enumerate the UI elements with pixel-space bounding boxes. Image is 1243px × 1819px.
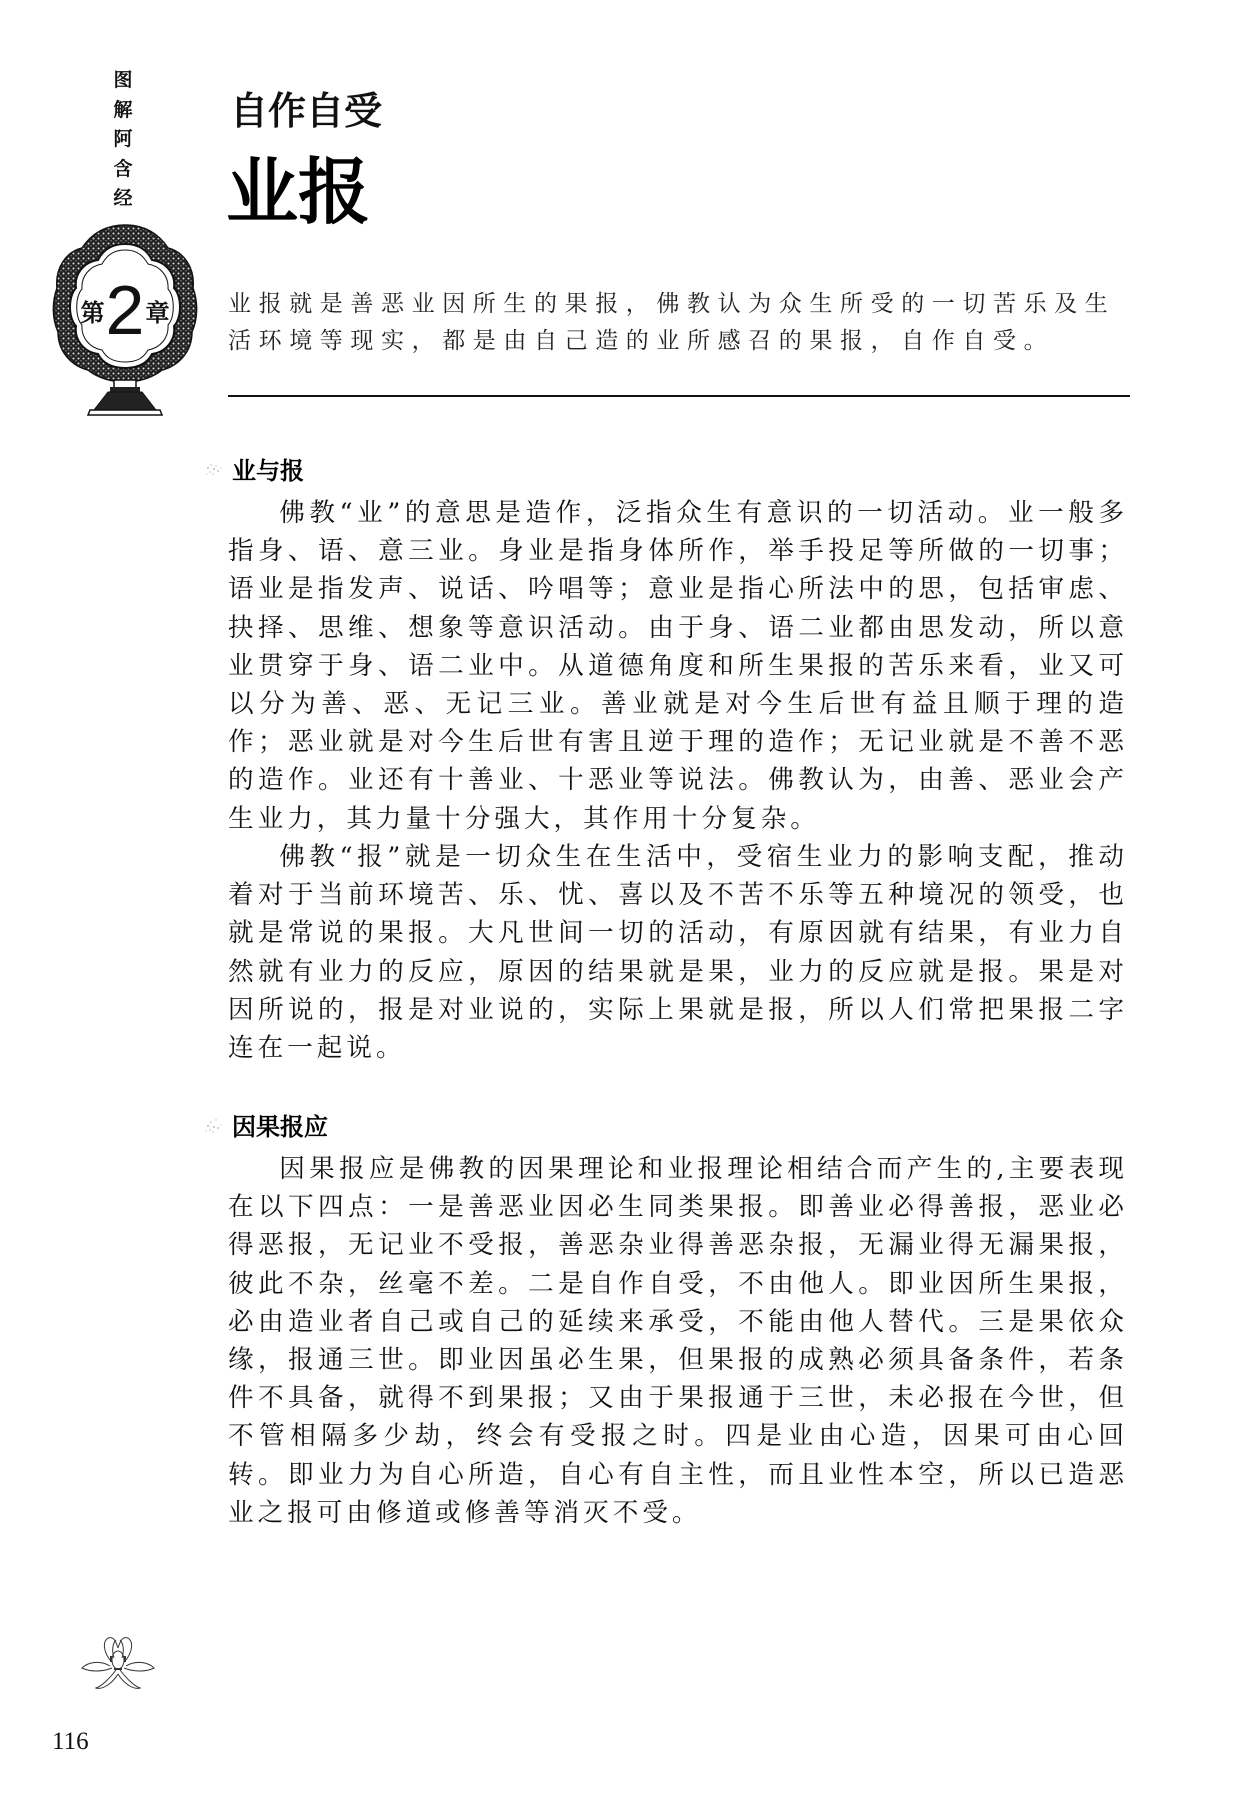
ornament-icon: [202, 1116, 228, 1138]
chapter-badge: [72, 262, 178, 358]
body-paragraph: 佛教“报”就是一切众生在生活中，受宿生业力的影响支配，推动着对于当前环境苦、乐、忧、喜以及不苦不乐等五种境况的领受，也就是常说的果报。大凡世间一切的活动，有原因就有结果，有业力自然就有业力的反应，原因的结果就是果，业力的反应就是报。果是对因所说的，报是对业说的，实际上果就是报，所以人们常把果报二字连在一起说。: [228, 842, 1128, 1064]
page-subtitle: 自作自受: [230, 88, 383, 133]
section-heading-text: 因果报应: [232, 1113, 328, 1141]
running-head-char: 阿: [113, 128, 133, 150]
divider: [228, 395, 1130, 397]
running-head-char: 经: [113, 187, 133, 209]
chapter-badge-number: 2: [105, 271, 145, 349]
section-heading: [202, 456, 304, 486]
running-head-char: 图: [113, 69, 133, 91]
body-paragraph: 因果报应是佛教的因果理论和业报理论相结合而产生的,主要表现在以下四点：一是善恶业因必生同类果报。即善业必得善报，恶业必得恶报，无记业不受报，善恶杂业得善恶杂报，无漏业得无漏果报，彼此不杂，丝毫不差。二是自作自受，不由他人。即业因所生果报，必由造业者自己或自己的延续来承受，不能由他人替代。三是果依众缘，报通三世。即业因虽必生果，但果报的成熟必须具备条件，若条件不具备，就得不到果报；又由于果报通于三世，未必报在今世，但不管相隔多少劫，终会有受报之时。四是业由心造，因果可由心回转。即业力为自心所造，自心有自主性，而且业性本空，所以已造恶业之报可由修道或修善等消灭不受。: [228, 1154, 1128, 1528]
page-number: 116: [52, 1728, 89, 1755]
page-title: 业报: [226, 149, 371, 234]
section-heading-text: 业与报: [232, 457, 304, 485]
running-head: [110, 66, 136, 214]
running-head-char: 解: [113, 98, 133, 121]
running-head-char: 含: [113, 157, 133, 180]
intro-paragraph: 业报就是善恶业因所生的果报，佛教认为众生所受的一切苦乐及生活环境等现实，都是由自己造的业所感召的果报，自作自受。: [228, 291, 1116, 354]
chapter-badge-suffix: 章: [145, 298, 170, 327]
ornament-icon: [202, 460, 228, 482]
chapter-badge-prefix: 第: [80, 298, 105, 327]
flower-ornament-icon: [80, 1630, 156, 1694]
body-paragraph: 佛教“业”的意思是造作，泛指众生有意识的一切活动。业一般多指身、语、意三业。身业是指身体所作，举手投足等所做的一切事；语业是指发声、说话、吟唱等；意业是指心所法中的思，包括审虑、抉择、思维、想象等意识活动。由于身、语二业都由思发动，所以意业贯穿于身、语二业中。从道德角度和所生果报的苦乐来看，业又可以分为善、恶、无记三业。善业就是对今生后世有益且顺于理的造作；恶业就是对今生后世有害且逆于理的造作；无记业就是不善不恶的造作。业还有十善业、十恶业等说法。佛教认为，由善、恶业会产生业力，其力量十分强大，其作用十分复杂。: [228, 498, 1128, 834]
section-heading: [202, 1112, 328, 1142]
